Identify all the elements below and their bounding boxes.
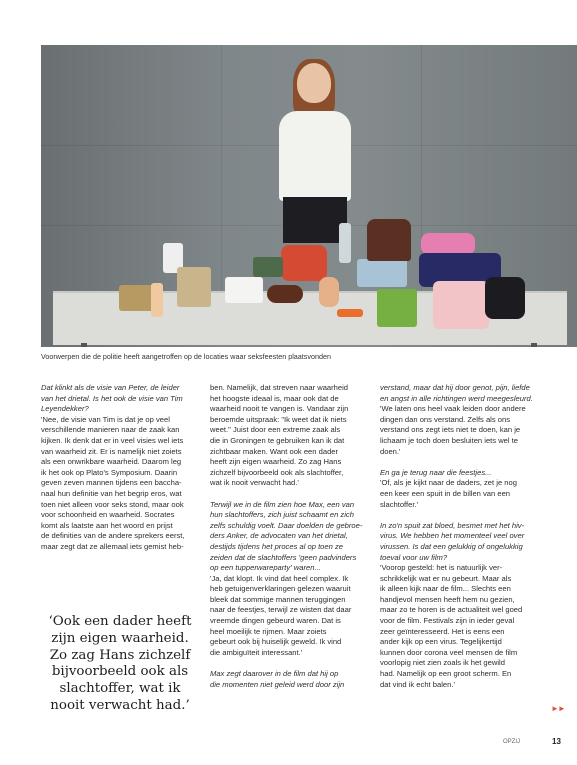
column-line: die ambiguïteit interessant.' bbox=[210, 647, 303, 657]
person-skirt bbox=[283, 197, 347, 243]
person-shirt bbox=[279, 111, 351, 201]
column-line: maar zegt dat ze allemaal iets gemist heb- bbox=[41, 541, 184, 551]
column-line: destijds tijdens het proces al op toen ze bbox=[210, 541, 343, 551]
pull-quote-line: slachtoffer, wat ik bbox=[59, 681, 181, 697]
column-line: Terwijl we in de film zien hoe Max, een van bbox=[210, 499, 355, 509]
column-line: maar zo te horen is de actualiteit wel goed bbox=[380, 605, 523, 615]
column-line bbox=[380, 510, 533, 521]
column-line: heb getuigenverklaringen gelezen waaruit bbox=[210, 584, 351, 594]
evidence-item bbox=[433, 281, 489, 329]
evidence-item bbox=[337, 309, 363, 317]
column-line: doen.' bbox=[380, 446, 401, 456]
column-line: beroemde uitspraak: "Ik weet dat ik niets bbox=[210, 414, 347, 424]
column-line: die momenten niet geleid werd door zijn bbox=[210, 679, 345, 689]
column-line: weet." Juist door een extreme zaak als bbox=[210, 425, 341, 435]
column-line: waarheid nooit te vangen is. Vandaar zijn bbox=[210, 404, 349, 414]
wall-seam bbox=[221, 45, 222, 291]
column-line: het hoogste ideaal is, maar ook dat de bbox=[210, 393, 339, 403]
column-line: van waarheid zit. Er is namelijk niet zoiets bbox=[41, 446, 182, 456]
column-line: zichtbaar maken. Want ook een dader bbox=[210, 446, 339, 456]
column-line bbox=[380, 457, 533, 468]
column-line: In zo'n spuit zat bloed, besmet met het hiv- bbox=[380, 520, 525, 530]
column-line: ik het ook op Plato's Symposium. Daarin bbox=[41, 467, 178, 477]
column-line: bleek dat sommige mannen teruggingen bbox=[210, 594, 346, 604]
column-line: En ga je terug naar die feestjes... bbox=[380, 467, 492, 477]
column-line: zeer geïnteresseerd. Het is eens een bbox=[380, 626, 505, 636]
column-line: dat vind ik echt balen.' bbox=[380, 679, 455, 689]
column-line: naar de feestjes, terwijl ze wisten dat daar bbox=[210, 605, 352, 615]
column-line: zichzelf bijvoorbeeld ook als slachtoffer, bbox=[210, 467, 344, 477]
evidence-item bbox=[225, 277, 263, 303]
evidence-item bbox=[357, 259, 407, 287]
pull-quote bbox=[40, 614, 200, 715]
column-line: komt als laatste aan het woord en prijst bbox=[41, 520, 173, 530]
column-line: 'Of, als je kijkt naar de daders, zet je nog bbox=[380, 478, 517, 488]
column-line: handjevol mensen heeft hem nu gezien, bbox=[380, 594, 515, 604]
column-line: heel moeilijk te rijmen. Maar zoiets bbox=[210, 626, 327, 636]
column-line: als een onwrikbare waarheid. Daarom leg bbox=[41, 457, 182, 467]
evidence-item bbox=[367, 219, 411, 261]
evidence-item bbox=[377, 289, 417, 327]
column-line: 'We laten ons heel vaak leiden door andere bbox=[380, 404, 526, 414]
column-line: een keer een spuit in de billen van een bbox=[380, 488, 511, 498]
photo-caption: Voorwerpen die de politie heeft aangetroffen op de locaties waar seksfeesten plaatsvonden bbox=[41, 352, 331, 361]
column-line: Leyendekker? bbox=[41, 404, 89, 414]
pull-quote-line: zijn eigen waarheid. bbox=[51, 630, 189, 646]
column-line: de definities van de andere sprekers eerst, bbox=[41, 531, 185, 541]
person-head bbox=[297, 63, 331, 103]
column-line: voor schoonheid en waarheid. Socrates bbox=[41, 510, 175, 520]
column-line: virussen. Is dat een gelukkig of ongelukkig bbox=[380, 541, 523, 551]
column-line: heeft zijn eigen waarheid. Zo zag Hans bbox=[210, 457, 342, 467]
column-line: toen niet alleen voor seks stond, maar ook bbox=[41, 499, 184, 509]
column-line: lichaam je toch doen besluiten iets wel te bbox=[380, 435, 519, 445]
column-line: 'Nee, de visie van Tim is dat je op veel bbox=[41, 414, 170, 424]
column-line: toeval voor uw film? bbox=[380, 552, 448, 562]
column-line: verschillende manieren naar de zaak kan bbox=[41, 425, 180, 435]
evidence-item bbox=[339, 223, 351, 263]
evidence-item bbox=[151, 283, 163, 317]
pull-quote-line: ‘Ook een dader heeft bbox=[48, 614, 192, 629]
column-line: voor de film. Festivals zijn in ieder geval bbox=[380, 616, 515, 626]
column-line: zelfs schuldig voelt. Daar doelden de gebroe- bbox=[210, 520, 363, 530]
text-column-3 bbox=[380, 383, 533, 690]
column-line: ik alleen kijk naar de film... Slechts een bbox=[380, 584, 511, 594]
column-line: verstand ons zegt iets niet te doen, kan je bbox=[380, 425, 521, 435]
table-leg bbox=[81, 343, 87, 347]
column-line: gebeurt ook bij huiselijk geweld. Ik vind bbox=[210, 637, 342, 647]
column-line: had. Namelijk op een groot scherm. En bbox=[380, 669, 512, 679]
column-line: ander kijk op een virus. Tegelijkertijd bbox=[380, 637, 502, 647]
table-leg bbox=[531, 343, 537, 347]
evidence-item bbox=[253, 257, 283, 277]
column-line: schrikkelijk wat er nu gebeurt. Maar als bbox=[380, 573, 512, 583]
column-line: ben. Namelijk, dat streven naar waarheid bbox=[210, 383, 349, 392]
column-line: die in Groningen te gebruiken kan ik dat bbox=[210, 435, 345, 445]
magazine-brand: OPZIJ bbox=[503, 739, 521, 745]
pull-quote-line: bijvoorbeeld ook als bbox=[51, 664, 189, 680]
text-column-1 bbox=[41, 383, 185, 553]
article-photo bbox=[41, 45, 577, 347]
column-line: dingen dan ons verstand. Zelfs als ons bbox=[380, 414, 511, 424]
evidence-item bbox=[421, 233, 475, 255]
column-line bbox=[210, 658, 362, 669]
evidence-item bbox=[319, 277, 339, 307]
column-line: voorlopig niet zien zoals ik het gewild bbox=[380, 658, 505, 668]
column-line: wat ik nooit verwacht had.' bbox=[210, 478, 299, 488]
pull-quote-line: Zo zag Hans zichzelf bbox=[49, 647, 191, 663]
column-line: op een tupperwareparty' waren... bbox=[210, 563, 321, 573]
column-line: 'Voorop gesteld: het is natuurlijk ver- bbox=[380, 563, 503, 573]
column-line: vreemde dingen gebeurd waren. Dat is bbox=[210, 616, 341, 626]
column-line: geven zeven mannen tijdens een baccha- bbox=[41, 478, 182, 488]
column-line: verstand, maar dat hij door genot, pijn, liefde bbox=[380, 383, 530, 392]
column-line: ders Anker, de advocaten van het drietal, bbox=[210, 531, 348, 541]
continue-arrows-icon: ►► bbox=[551, 704, 565, 713]
column-line: kunnen door corona veel mensen de film bbox=[380, 647, 518, 657]
column-line: virus. We hebben het momenteel veel over bbox=[380, 531, 525, 541]
evidence-item bbox=[267, 285, 303, 303]
evidence-item bbox=[281, 245, 327, 281]
text-column-2 bbox=[210, 383, 362, 690]
column-line: van het drietal. Is het ook de visie van Tim bbox=[41, 393, 183, 403]
evidence-item bbox=[485, 277, 525, 319]
column-line: hun slachtoffers, zich juist schaamt en zich bbox=[210, 510, 354, 520]
column-line: Dat klinkt als de visie van Peter, de leider bbox=[41, 383, 180, 392]
column-line: zeiden dat de slachtoffers 'geen padvinders bbox=[210, 552, 357, 562]
column-line: 'Ja, dat klopt. Ik vind dat heel complex. Ik bbox=[210, 573, 349, 583]
column-line: en angst in alle richtingen werd meegesleurd. bbox=[380, 393, 533, 403]
column-line: naal hun definitie van het begrip eros, wat bbox=[41, 488, 182, 498]
column-line: kijken. Ik denk dat er in veel visies wel iets bbox=[41, 435, 184, 445]
column-line: Max zegt daarover in de film dat hij op bbox=[210, 669, 339, 679]
evidence-item bbox=[177, 267, 211, 307]
column-line bbox=[210, 489, 362, 500]
column-line: slachtoffer.' bbox=[380, 499, 419, 509]
page-number: 13 bbox=[552, 737, 561, 746]
pull-quote-line: nooit verwacht had.’ bbox=[50, 697, 190, 713]
